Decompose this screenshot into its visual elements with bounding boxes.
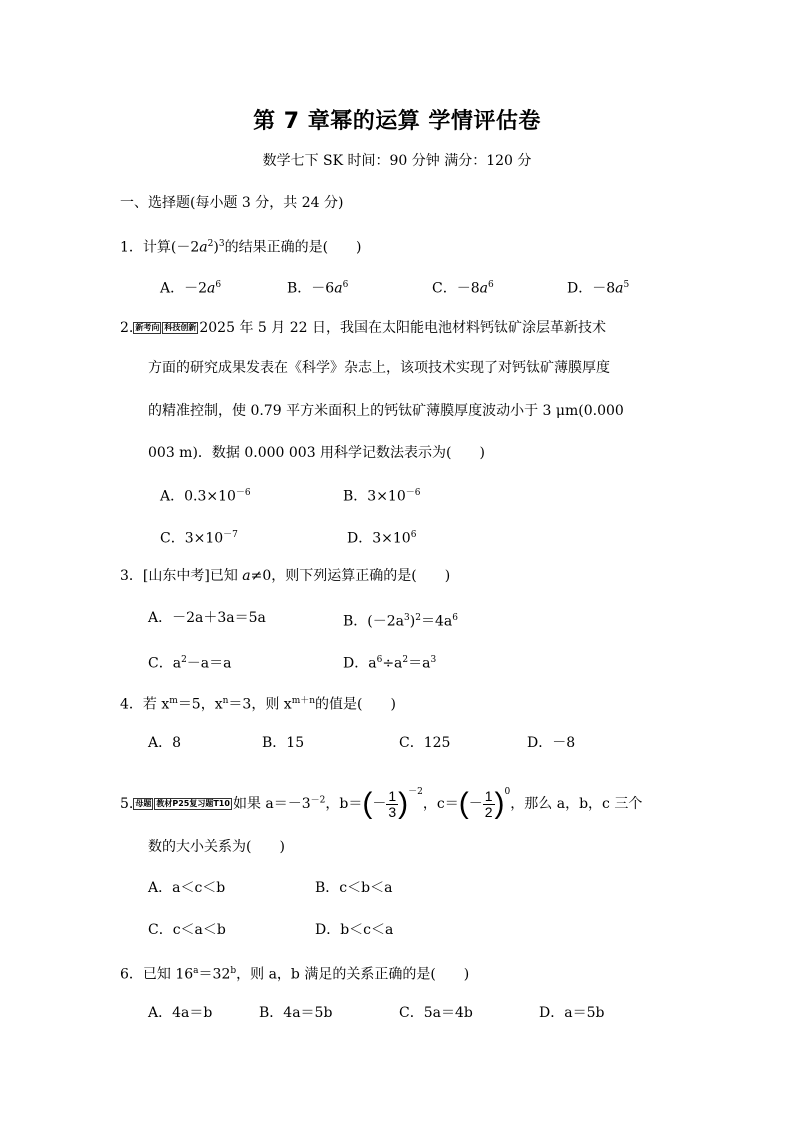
q6-option-b[interactable]: B．4a＝5b	[259, 1005, 333, 1021]
q2-option-c[interactable]: C．$3\times 10^{-7}$	[160, 530, 238, 547]
q5-fraction-1-3: $\frac{1}{3}$	[388, 787, 397, 820]
section-heading: 一、选择题(每小题 3 分，共 24 分)	[120, 195, 344, 211]
q5-option-a[interactable]: A．a＜c＜b	[148, 880, 226, 896]
q5-fraction-1-2: $\frac{1}{2}$	[484, 787, 493, 820]
q5-option-d[interactable]: D．b＜c＜a	[315, 922, 394, 938]
q6-option-d[interactable]: D．a＝5b	[539, 1005, 605, 1021]
q1-option-d[interactable]: D．$-8a^5$	[567, 280, 630, 297]
q2-line-4: 003 m)．数据 0.000 003 用科学记数法表示为( )	[148, 445, 485, 461]
q2-line-3: 的精准控制，使 0.79 平方米面积上的钙钛矿薄膜厚度波动小于 3 μm(0.000	[148, 403, 624, 419]
q6-option-a[interactable]: A．4a＝b	[148, 1005, 213, 1021]
q2-line-2: 方面的研究成果发表在《科学》杂志上，该项技术实现了对钙钛矿薄膜厚度	[148, 360, 610, 376]
q3-option-c[interactable]: C．$a^2-a=a$	[148, 655, 232, 672]
q2-option-b[interactable]: B．$3\times 10^{-6}$	[343, 488, 421, 505]
q4-option-b[interactable]: B．15	[262, 735, 305, 751]
q2-option-d[interactable]: D．$3\times 10^6$	[347, 530, 417, 547]
q4-option-d[interactable]: D．－8	[527, 735, 576, 751]
question-6: 6．已知 $16^a=32^b$，则 a，b 满足的关系正确的是( )	[120, 966, 470, 983]
page-title: 第 7 章幂的运算 学情评估卷	[253, 109, 541, 134]
question-4: 4．若 $x^m=5$，$x^n=3$，则 $x^{m+n}$的值是( )	[120, 696, 396, 713]
question-2: 2. 新考向 科技创新 2025 年 5 月 22 日，我国在太阳能电池材料钙钛矿涂层革新技术	[120, 320, 606, 336]
q1-option-a[interactable]: A．$-2a^6$	[160, 280, 222, 297]
question-5: 5. 母题 教材P25复习题T10 如果 $a=-3^{-2}$，b＝(－ $\frac{1}{3}$ )$^{-2}$，c＝(－ $\frac{1}{2}$ )$^0$，那么 a，b，c 三个	[120, 787, 643, 820]
q3-option-d[interactable]: D．$a^6\div a^2=a^3$	[343, 655, 437, 672]
q5-line-2: 数的大小关系为( )	[148, 839, 285, 855]
q5-tag-mother: 母题	[135, 799, 152, 808]
q1-option-b[interactable]: B．$-6a^6$	[287, 280, 349, 297]
exam-info: 数学七下 SK 时间：90 分钟 满分：120 分	[262, 153, 532, 169]
q3-option-b[interactable]: B．$(-2a^3)^2=4a^6$	[343, 613, 458, 630]
q5-option-c[interactable]: C．c＜a＜b	[148, 922, 226, 938]
q2-option-a[interactable]: A．$0.3\times 10^{-6}$	[160, 488, 251, 505]
q5-tag-textbook: 教材P25复习题T10	[156, 799, 230, 808]
question-1: 1．计算$(-2a^2)^3$的结果正确的是( )	[120, 239, 362, 256]
q4-option-c[interactable]: C．125	[399, 735, 451, 751]
question-3: 3．[山东中考]已知 a≠0，则下列运算正确的是( )	[120, 568, 451, 584]
q2-tag-tech: 科技创新	[164, 323, 197, 332]
q6-option-c[interactable]: C．5a＝4b	[399, 1005, 473, 1021]
q3-option-a[interactable]: A．－2a＋3a＝5a	[148, 610, 266, 626]
q2-tag-new: 新考向	[135, 323, 160, 332]
q4-option-a[interactable]: A．8	[148, 735, 182, 751]
q1-option-c[interactable]: C．$-8a^6$	[432, 280, 494, 297]
q5-option-b[interactable]: B．c＜b＜a	[315, 880, 393, 896]
